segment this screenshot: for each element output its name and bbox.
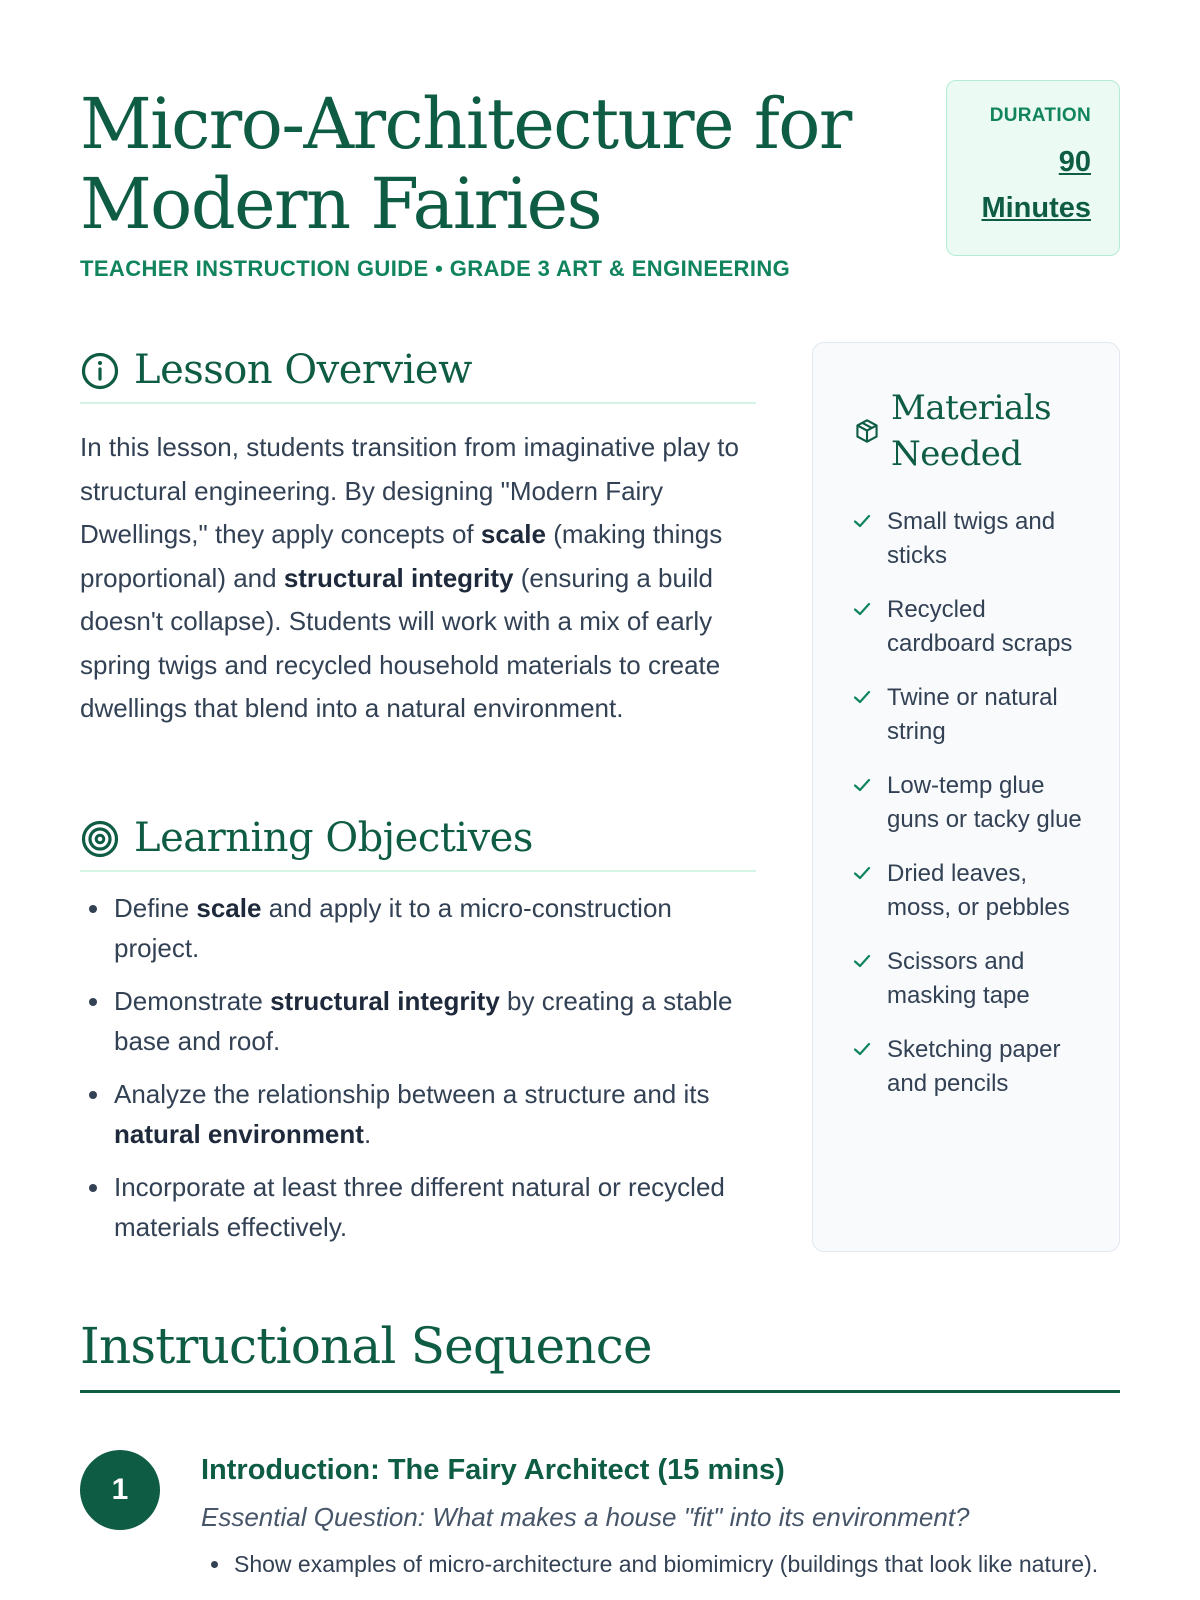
material-item	[853, 681, 1093, 748]
info-circle-icon	[80, 351, 120, 391]
lesson-overview-title: Lesson Overview	[134, 347, 472, 393]
title-line-2: Modern Fairies	[80, 163, 601, 245]
lesson-overview-text	[80, 426, 760, 731]
overview-text-part: In this lesson, students transition from imaginative play to structural engineering. By designing "Modern Fairy Dwellings," they apply concepts of	[80, 432, 739, 549]
objective-item	[114, 981, 760, 1061]
material-label: Sketching paper and pencils	[887, 1036, 1061, 1097]
overview-term-structural-integrity: structural integrity	[283, 562, 514, 593]
step-title: Introduction: The Fairy Architect (15 mins)	[201, 1454, 785, 1486]
step-number-badge: 1	[80, 1450, 160, 1530]
objective-item	[114, 1074, 760, 1154]
section-divider	[80, 1390, 1120, 1393]
objective-text: Incorporate at least three different natural or recycled materials effectively.	[114, 1172, 725, 1242]
objective-text: Define	[114, 893, 197, 923]
overview-text-part: (making things proportional) and	[80, 519, 723, 593]
objective-text: Demonstrate	[114, 986, 271, 1016]
objective-term: structural integrity	[270, 986, 500, 1016]
material-item	[853, 1033, 1093, 1100]
objective-text: and apply it to a micro-construction project.	[114, 893, 672, 963]
check-icon	[853, 689, 871, 705]
materials-list	[853, 505, 1093, 1121]
step-essential-question: Essential Question: What makes a house "fit" into its environment?	[201, 1502, 970, 1532]
lesson-overview-heading	[80, 342, 756, 404]
material-item	[853, 769, 1093, 836]
learning-objectives-title: Learning Objectives	[134, 815, 533, 861]
objective-text: Analyze the relationship between a structure and its	[114, 1079, 710, 1109]
material-item	[853, 857, 1093, 924]
check-icon	[853, 865, 871, 881]
check-icon	[853, 601, 871, 617]
check-icon	[853, 1041, 871, 1057]
duration-badge	[946, 80, 1120, 256]
objective-term: natural environment	[114, 1119, 364, 1149]
materials-panel	[812, 342, 1120, 1252]
check-icon	[853, 513, 871, 529]
material-label: Small twigs and sticks	[887, 508, 1056, 569]
material-label: Recycled cardboard scraps	[887, 596, 1073, 657]
box-icon	[853, 417, 881, 445]
overview-term-scale: scale	[480, 519, 546, 549]
objective-item	[114, 1167, 760, 1247]
target-icon	[80, 819, 120, 859]
duration-value: 90 Minutes	[981, 146, 1091, 224]
objective-text: .	[363, 1119, 372, 1149]
learning-objectives-heading	[80, 810, 756, 872]
overview-text-part: (ensuring a build doesn't collapse). Students will work with a mix of early spring twigs and recycled household materials to create dwellings that blend into a natural environment.	[80, 562, 721, 723]
material-label: Scissors and masking tape	[887, 948, 1030, 1009]
page-subtitle: TEACHER INSTRUCTION GUIDE • GRADE 3 ART & ENGINEERING	[80, 256, 791, 281]
step-bullet: Show examples of micro-architecture and biomimicry (buildings that look like nature).	[234, 1546, 1134, 1582]
duration-label: DURATION	[989, 105, 1091, 126]
material-label: Dried leaves, moss, or pebbles	[887, 860, 1070, 921]
objective-text: by creating a stable base and roof.	[114, 986, 733, 1056]
materials-title: Materials Needed	[891, 388, 1052, 474]
material-label: Twine or natural string	[887, 684, 1058, 745]
objective-term: scale	[196, 893, 262, 923]
material-label: Low-temp glue guns or tacky glue	[887, 772, 1082, 833]
instructional-sequence-title: Instructional Sequence	[80, 1317, 652, 1375]
title-line-1: Micro-Architecture for	[80, 83, 851, 165]
objectives-list	[80, 888, 760, 1260]
material-item	[853, 505, 1093, 572]
step-bullet-list	[201, 1546, 1134, 1582]
material-item	[853, 945, 1093, 1012]
check-icon	[853, 953, 871, 969]
material-item	[853, 593, 1093, 660]
page-title	[80, 84, 920, 244]
objective-item	[114, 888, 760, 968]
check-icon	[853, 777, 871, 793]
